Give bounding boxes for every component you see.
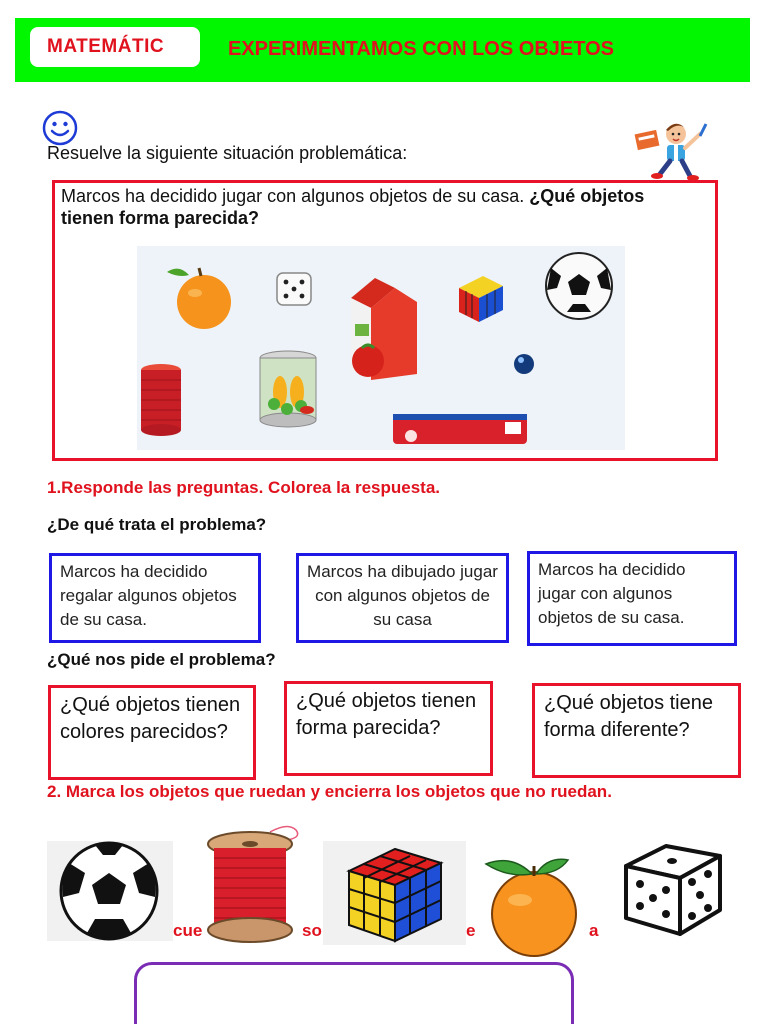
pide-option-2[interactable]: ¿Qué objetos tienen forma parecida? bbox=[284, 681, 493, 776]
text-fragment-1: cue bbox=[173, 921, 203, 940]
question-pide: ¿Qué nos pide el problema? bbox=[47, 650, 276, 669]
text-fragment-3: e bbox=[466, 921, 476, 940]
pide-option-1[interactable]: ¿Qué objetos tienen colores parecidos? bbox=[48, 685, 256, 780]
trata-option-1[interactable]: Marcos ha decidido regalar algunos objetos de su casa. bbox=[49, 553, 261, 643]
text-fragment-2: so bbox=[302, 921, 322, 940]
trata-option-2[interactable]: Marcos ha dibujado jugar con algunos objetos de su casa bbox=[296, 553, 509, 643]
soccer-ball-image[interactable] bbox=[47, 841, 173, 941]
kid-illustration bbox=[630, 118, 718, 182]
marble bbox=[514, 354, 534, 374]
problem-question: ¿Qué objetos tienen forma parecida? bbox=[61, 186, 645, 228]
thread-spool bbox=[141, 364, 181, 436]
soccer-ball bbox=[546, 253, 612, 319]
answer-box[interactable] bbox=[134, 962, 574, 1024]
thread-spool-image[interactable] bbox=[200, 822, 310, 947]
section-1-heading: 1.Responde las preguntas. Colorea la respuesta. bbox=[47, 478, 441, 497]
instruction-text: Resuelve la siguiente situación problemática: bbox=[47, 143, 408, 163]
problem-statement: Marcos ha decidido jugar con algunos objetos de su casa. ¿Qué objetos tienen forma parecida? bbox=[61, 186, 645, 228]
can bbox=[260, 351, 316, 427]
section-2-heading: 2. Marca los objetos que ruedan y encierra los objetos que no ruedan. bbox=[47, 782, 612, 801]
rubik-cube-image[interactable] bbox=[323, 841, 466, 945]
orange-image[interactable] bbox=[476, 850, 592, 958]
smiley-icon bbox=[42, 110, 78, 146]
objects-illustration bbox=[137, 246, 625, 450]
subject-label: MATEMÁTIC bbox=[30, 27, 200, 67]
pencil-case bbox=[393, 414, 527, 444]
text-fragment-4: a bbox=[589, 921, 599, 940]
dice-image[interactable] bbox=[612, 830, 738, 942]
page-title: EXPERIMENTAMOS CON LOS OBJETOS bbox=[228, 38, 614, 60]
dice bbox=[277, 273, 311, 305]
question-trata: ¿De qué trata el problema? bbox=[47, 515, 267, 534]
trata-option-3[interactable]: Marcos ha decidido jugar con algunos objetos de su casa. bbox=[527, 551, 737, 646]
pide-option-3[interactable]: ¿Qué objetos tiene forma diferente? bbox=[532, 683, 741, 778]
